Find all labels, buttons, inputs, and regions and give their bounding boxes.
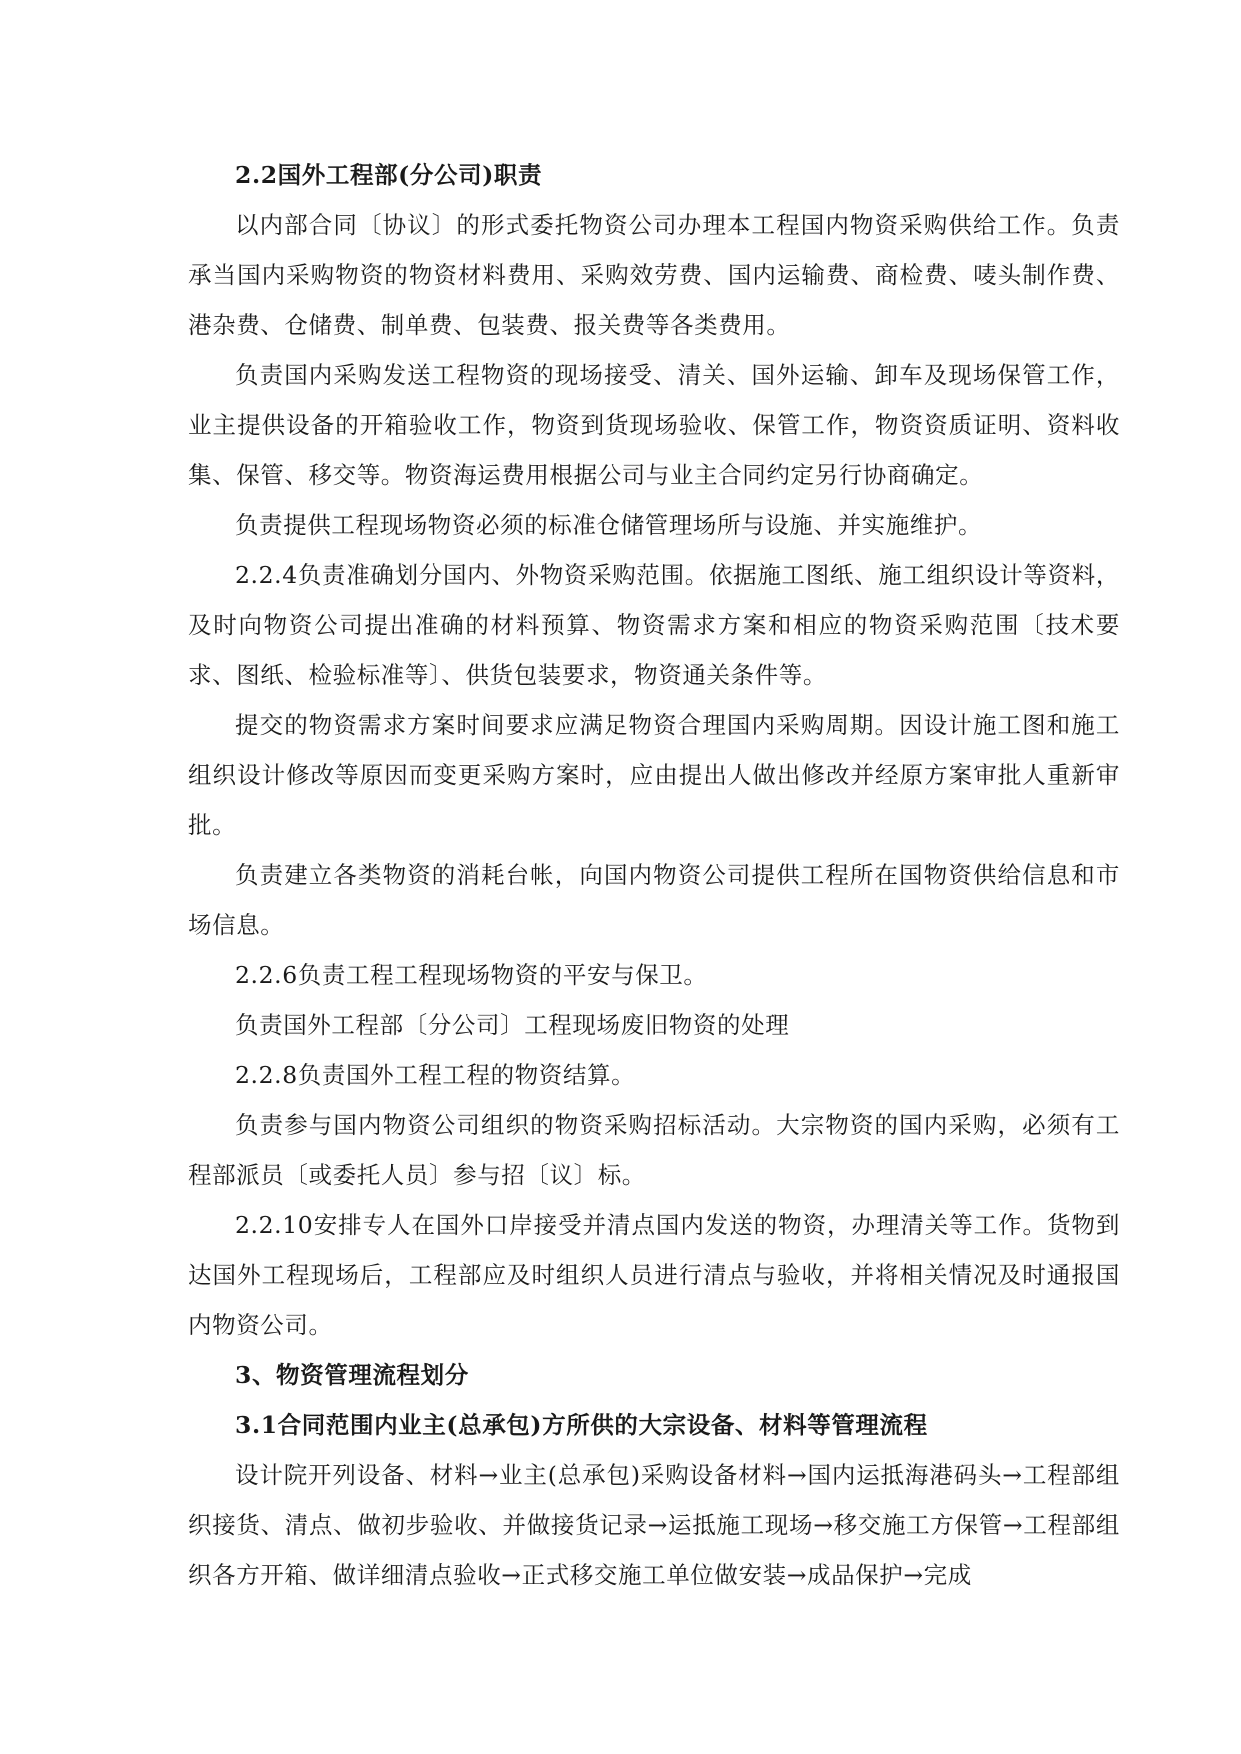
- paragraph: 2.2.8负责国外工程工程的物资结算。: [235, 1061, 636, 1089]
- paragraph: 提交的物资需求方案时间要求应满足物资合理国内采购周期。因设计施工图和施工组织设计修改等原因而变更采购方案时，应由提出人做出修改并经原方案审批人重新审批。: [188, 711, 1120, 839]
- paragraph: 负责国外工程部〔分公司〕工程现场废旧物资的处理: [235, 1011, 790, 1039]
- paragraph: 2.2.10安排专人在国外口岸接受并清点国内发送的物资，办理清关等工作。货物到达国外工程现场后，工程部应及时组织人员进行清点与验收，并将相关情况及时通报国内物资公司。: [188, 1211, 1120, 1339]
- section-heading-2-2: 2.2国外工程部(分公司)职责: [235, 161, 543, 189]
- section-heading-3: 3、物资管理流程划分: [235, 1361, 469, 1389]
- paragraph: 2.2.6负责工程工程现场物资的平安与保卫。: [235, 961, 708, 989]
- document-body: [188, 150, 1120, 1600]
- paragraph: 2.2.4负责准确划分国内、外物资采购范围。依据施工图纸、施工组织设计等资料，及时向物资公司提出准确的材料预算、物资需求方案和相应的物资采购范围〔技术要求、图纸、检验标准等〕、供货包装要求，物资通关条件等。: [188, 561, 1120, 689]
- paragraph: 负责国内采购发送工程物资的现场接受、清关、国外运输、卸车及现场保管工作，业主提供设备的开箱验收工作，物资到货现场验收、保管工作，物资资质证明、资料收集、保管、移交等。物资海运费用根据公司与业主合同约定另行协商确定。: [188, 361, 1120, 489]
- paragraph: 以内部合同〔协议〕的形式委托物资公司办理本工程国内物资采购供给工作。负责承当国内采购物资的物资材料费用、采购效劳费、国内运输费、商检费、唛头制作费、港杂费、仓储费、制单费、包装费、报关费等各类费用。: [188, 211, 1120, 339]
- paragraph: 负责参与国内物资公司组织的物资采购招标活动。大宗物资的国内采购，必须有工程部派员〔或委托人员〕参与招〔议〕标。: [188, 1111, 1120, 1189]
- paragraph: 负责提供工程现场物资必须的标准仓储管理场所与设施、并实施维护。: [235, 511, 983, 539]
- paragraph: 负责建立各类物资的消耗台帐，向国内物资公司提供工程所在国物资供给信息和市场信息。: [188, 861, 1120, 939]
- section-heading-3-1: 3.1合同范围内业主(总承包)方所供的大宗设备、材料等管理流程: [235, 1411, 928, 1439]
- paragraph: 设计院开列设备、材料→业主(总承包)采购设备材料→国内运抵海港码头→工程部组织接货、清点、做初步验收、并做接货记录→运抵施工现场→移交施工方保管→工程部组织各方开箱、做详细清点验收→正式移交施工单位做安装→成品保护→完成: [188, 1461, 1120, 1589]
